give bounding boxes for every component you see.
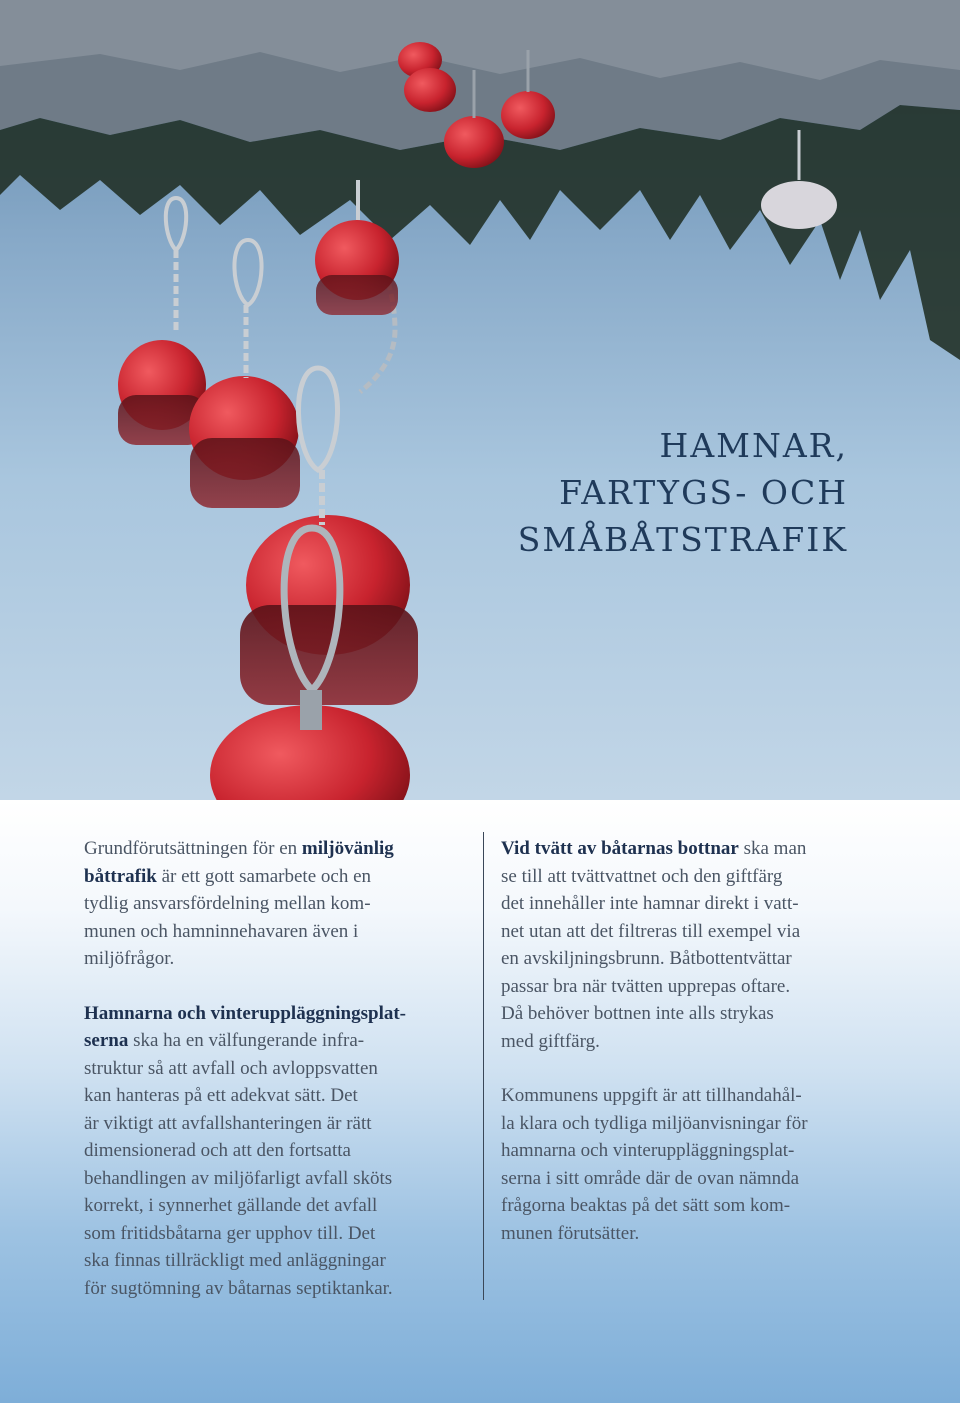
- bold-term: miljövänlig: [301, 838, 394, 859]
- text-line: net utan att det filtreras till exempel via: [501, 920, 801, 942]
- text-line: struktur så att avfall och avloppsvatten: [84, 1057, 378, 1079]
- text-line: serna i sitt område där de ovan nämnda: [501, 1167, 800, 1189]
- right-paragraph-2: [501, 1082, 883, 1247]
- right-paragraph-1: [501, 835, 883, 1055]
- page-title: [518, 422, 848, 563]
- text-line: miljöfrågor.: [84, 948, 175, 969]
- bold-term: båttrafik: [84, 865, 157, 887]
- text-span: är ett gott samarbete och en: [156, 865, 372, 887]
- text-line: la klara och tydliga miljöanvisningar för: [501, 1112, 808, 1134]
- text-line: hamnarna och vinteruppläggningsplat-: [501, 1140, 795, 1161]
- text-line: kan hanteras på ett adekvat sätt. Det: [84, 1085, 358, 1106]
- text-line: med giftfärg.: [501, 1030, 600, 1052]
- text-line: frågorna beaktas på det sätt som kom-: [501, 1195, 791, 1216]
- text-line: passar bra när tvätten upprepas oftare.: [501, 975, 791, 997]
- left-column: [84, 835, 466, 1329]
- text-line: Då behöver bottnen inte alls strykas: [501, 1003, 774, 1024]
- text-line: är viktigt att avfallshanteringen är rätt: [84, 1112, 372, 1134]
- bold-term: Vid tvätt av båtarnas bottnar: [501, 838, 739, 859]
- right-column: [501, 835, 883, 1274]
- text-line: som fritidsbåtarna ger upphov till. Det: [84, 1222, 376, 1244]
- text-span: ska man: [738, 838, 807, 859]
- bold-term: Hamnarna och vinteruppläggningsplat-: [84, 1002, 406, 1024]
- text-line: ska finnas tillräckligt med anläggningar: [84, 1250, 386, 1271]
- text-span: ska ha en välfungerande infra-: [128, 1030, 365, 1051]
- title-line-1: HAMNAR,: [659, 426, 848, 465]
- text-line: Kommunens uppgift är att tillhandahål-: [501, 1085, 802, 1106]
- text-line: korrekt, i synnerhet gällande det avfall: [84, 1195, 378, 1216]
- title-line-2: FARTYGS- OCH: [559, 473, 848, 512]
- left-paragraph-2: [84, 1000, 466, 1303]
- text-line: en avskiljningsbrunn. Båtbottentvättar: [501, 948, 792, 969]
- mid-buoys: [118, 180, 399, 508]
- title-line-3: SMÅBÅTSTRAFIK: [517, 520, 848, 559]
- text-line: det innehåller inte hamnar direkt i vatt-: [501, 893, 799, 914]
- text-span: Grundförutsättningen för en: [84, 838, 302, 859]
- bold-term: serna: [84, 1030, 129, 1051]
- text-line: för sugtömning av båtarnas septiktankar.: [84, 1277, 393, 1299]
- left-paragraph-1: [84, 835, 466, 973]
- text-line: dimensionerad och att den fortsatta: [84, 1140, 351, 1161]
- column-divider: [483, 832, 484, 1300]
- text-line: munen förutsätter.: [501, 1222, 640, 1244]
- text-line: tydlig ansvarsfördelning mellan kom-: [84, 893, 371, 914]
- text-line: behandlingen av miljöfarligt avfall sköts: [84, 1167, 393, 1189]
- text-line: munen och hamninnehavaren även i: [84, 920, 359, 942]
- text-line: se till att tvättvattnet och den giftfärg: [501, 865, 783, 887]
